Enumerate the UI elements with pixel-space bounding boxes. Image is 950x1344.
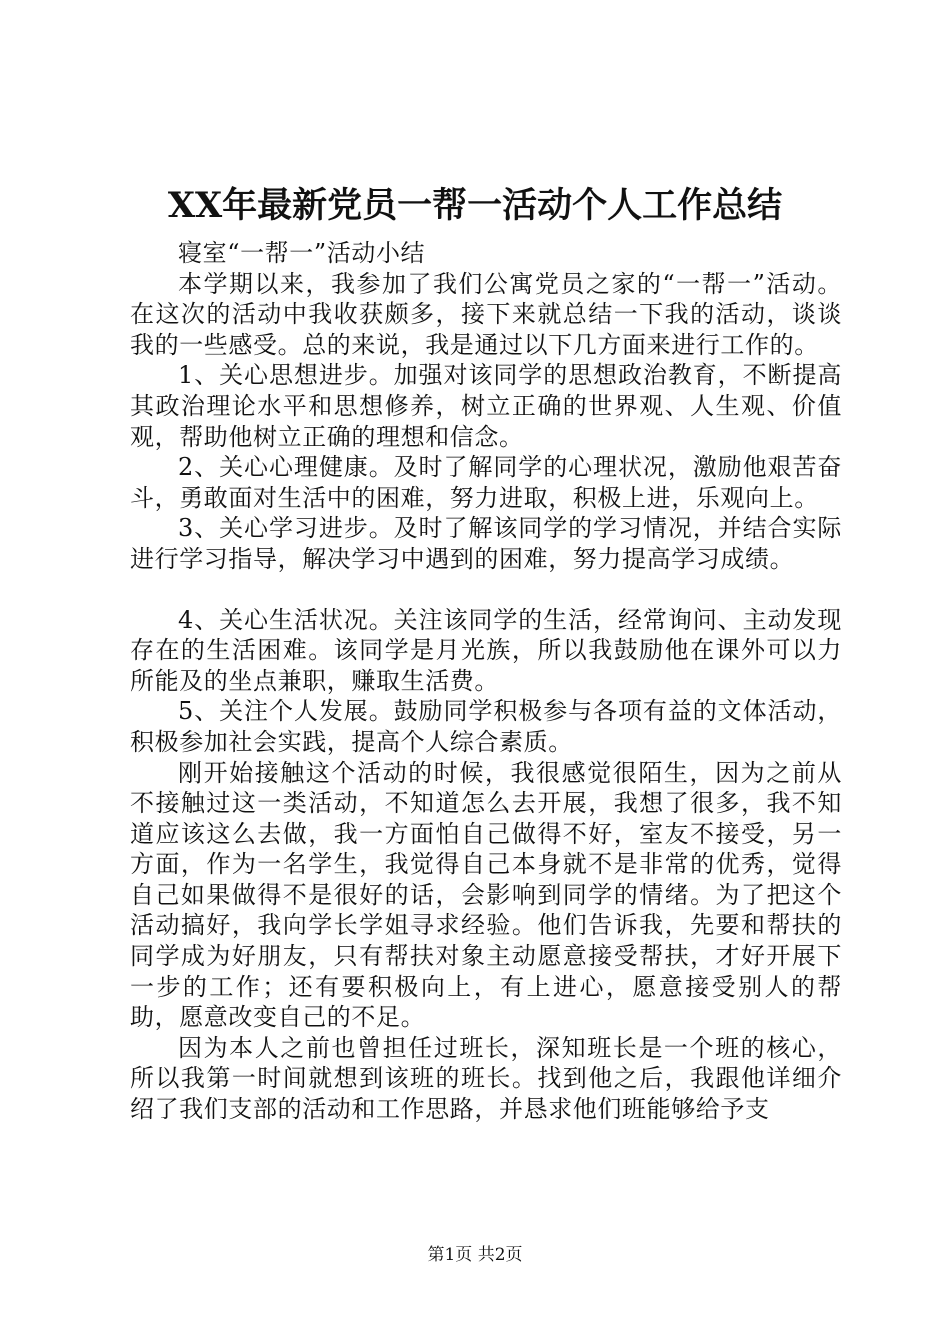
paragraph-intro: 本学期以来，我参加了我们公寓党员之家的“一帮一”活动。在这次的活动中我收获颇多，接下来就总结一下我的活动，谈谈我的一些感受。总的来说，我是通过以下几方面来进行工作的。 — [130, 269, 842, 359]
paragraph-item-4: 4、关心生活状况。关注该同学的生活，经常询问、主动发现存在的生活困难。该同学是月光族，所以我鼓励他在课外可以力所能及的坐点兼职，赚取生活费。 — [130, 605, 842, 695]
section-heading: 寝室“一帮一”活动小结 — [178, 239, 426, 267]
paragraph-reflection: 刚开始接触这个活动的时候，我很感觉很陌生，因为之前从不接触过这一类活动，不知道怎么去开展，我想了很多，我不知道应该这么去做，我一方面怕自己做得不好，室友不接受，另一方面，作为一名学生，我觉得自己本身就不是非常的优秀，觉得自己如果做得不是很好的话，会影响到同学的情绪。为了把这个活动搞好，我向学长学姐寻求经验。他们告诉我，先要和帮扶的同学成为好朋友，只有帮扶对象主动愿意接受帮扶，才好开展下一步的工作；还有要积极向上，有上进心，愿意接受别人的帮助，愿意改变自己的不足。 — [130, 758, 842, 1032]
paragraph-item-5: 5、关注个人发展。鼓励同学积极参与各项有益的文体活动，积极参加社会实践，提高个人综合素质。 — [130, 697, 842, 756]
paragraph-item-1: 1、关心思想进步。加强对该同学的思想政治教育，不断提高其政治理论水平和思想修养，树立正确的世界观、人生观、价值观，帮助他树立正确的理想和信念。 — [130, 361, 842, 451]
page-number: 第1页 共2页 — [427, 1245, 523, 1265]
document-body — [130, 238, 842, 1125]
paragraph-item-3: 3、关心学习进步。及时了解该同学的学习情况，并结合实际进行学习指导，解决学习中遇到的困难，努力提高学习成绩。 — [130, 514, 842, 573]
paragraph-monitor: 因为本人之前也曾担任过班长，深知班长是一个班的核心，所以我第一时间就想到该班的班长。找到他之后，我跟他详细介绍了我们支部的活动和工作思路，并恳求他们班能够给予支 — [130, 1033, 842, 1124]
paragraph-item-2: 2、关心心理健康。及时了解同学的心理状况，激励他艰苦奋斗，勇敢面对生活中的困难，努力进取，积极上进，乐观向上。 — [130, 453, 842, 512]
document-title: XX年最新党员一帮一活动个人工作总结 — [167, 185, 783, 226]
